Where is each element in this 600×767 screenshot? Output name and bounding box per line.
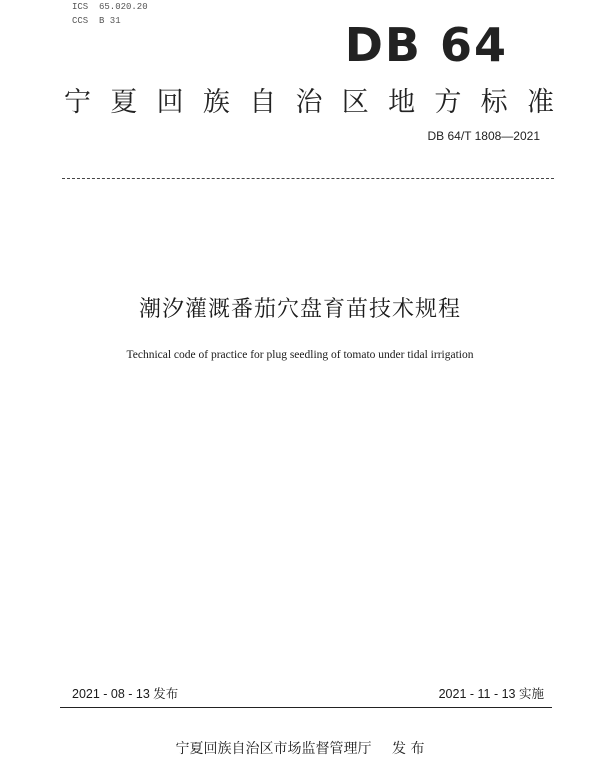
title-char: 族 [202, 87, 230, 118]
title-char: 宁 [64, 87, 91, 118]
title-char: 地 [388, 87, 416, 118]
db-logo: DB 64 [344, 18, 508, 72]
header-divider [62, 178, 554, 179]
date-row [72, 684, 544, 702]
title-char: 区 [341, 87, 369, 118]
standard-category-title [64, 80, 554, 119]
document-title-en: Technical code of practice for plug seedling of tomato under tidal irrigation [126, 349, 474, 361]
issuer-line [0, 738, 600, 758]
title-char: 自 [249, 87, 277, 118]
title-char: 回 [156, 87, 184, 118]
issuer-name: 宁夏回族自治区市场监督管理厅 [175, 741, 372, 757]
ics-code: ICS 65.020.20 [72, 2, 148, 12]
publish-date: 2021 - 08 - 13 发布 [72, 687, 179, 701]
issue-label: 发 布 [392, 741, 425, 757]
title-char: 准 [526, 87, 554, 118]
effective-date: 2021 - 11 - 13 实施 [438, 687, 544, 701]
standard-number: DB 64/T 1808—2021 [427, 129, 540, 143]
ccs-code: CCS B 31 [72, 16, 121, 26]
document-title-zh: 潮汐灌溉番茄穴盘育苗技术规程 [138, 297, 461, 322]
title-char: 方 [434, 87, 462, 118]
title-char: 夏 [110, 87, 138, 118]
classification-codes [72, 0, 148, 28]
footer-divider [60, 707, 552, 708]
title-char: 标 [480, 87, 508, 118]
title-char: 治 [295, 87, 323, 118]
